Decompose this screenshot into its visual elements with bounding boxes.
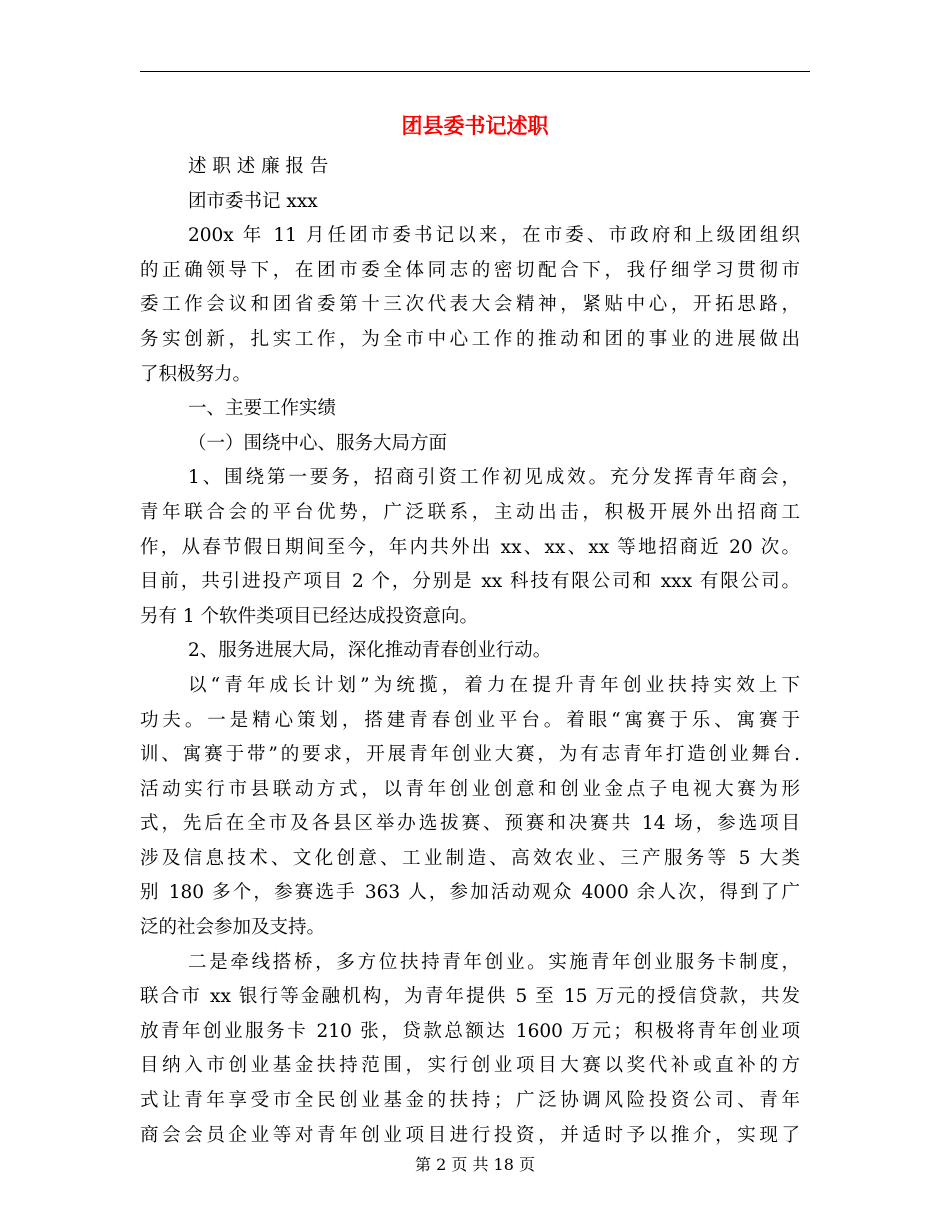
body-line: 训、寓赛于带”的要求，开展青年创业大赛，为有志青年打造创业舞台. (140, 744, 800, 766)
document-title: 团县委书记述职 (401, 113, 549, 138)
body-line: 式让青年享受市全民创业基金的扶持；广泛协调风险投资公司、青年 (140, 1090, 800, 1112)
body-line: 商会会员企业等对青年创业项目进行投资，并适时予以推介，实现了 (140, 1124, 800, 1146)
body-line: （一）围绕中心、服务大局方面 (188, 432, 448, 454)
body-line: 务实创新，扎实工作，为全市中心工作的推动和团的事业的进展做出 (140, 328, 800, 350)
body-line: 式，先后在全市及各县区举办选拔赛、预赛和决赛共 14 场，参选项目 (140, 813, 800, 835)
body-line: 活动实行市县联动方式，以青年创业创意和创业金点子电视大赛为形 (140, 778, 800, 800)
body-line: 团市委书记 xxx (188, 190, 318, 212)
body-line: 200x 年 11 月任团市委书记以来，在市委、市政府和上级团组织 (188, 225, 800, 247)
body-line: 以“青年成长计划”为统揽，着力在提升青年创业扶持实效上下 (188, 674, 800, 696)
body-line: 二是牵线搭桥，多方位扶持青年创业。实施青年创业服务卡制度， (188, 951, 800, 973)
body-line: 述 职 述 廉 报 告 (188, 156, 329, 177)
body-line: 涉及信息技术、文化创意、工业制造、高效农业、三产服务等 5 大类 (140, 847, 800, 869)
document-body (140, 150, 800, 1153)
body-line: 一、主要工作实绩 (188, 398, 337, 420)
body-line: 别 180 多个，参赛选手 363 人，参加活动观众 4000 余人次，得到了广 (140, 882, 800, 904)
body-line: 委工作会议和团省委第十三次代表大会精神，紧贴中心，开拓思路， (140, 294, 800, 316)
body-line: 2、服务进展大局，深化推动青春创业行动。 (188, 640, 552, 662)
body-line: 的正确领导下，在团市委全体同志的密切配合下，我仔细学习贯彻市 (140, 259, 800, 281)
body-line: 目纳入市创业基金扶持范围，实行创业项目大赛以奖代补或直补的方 (140, 1055, 800, 1077)
header-rule (140, 71, 810, 72)
body-line: 青年联合会的平台优势，广泛联系，主动出击，积极开展外出招商工 (140, 501, 800, 523)
body-line: 放青年创业服务卡 210 张，贷款总额达 1600 万元；积极将青年创业项 (140, 1020, 800, 1042)
body-line: 了积极努力。 (140, 363, 252, 385)
page-number-footer: 第 2 页 共 18 页 (415, 1155, 535, 1174)
body-line: 目前，共引进投产项目 2 个，分别是 xx 科技有限公司和 xxx 有限公司。 (140, 571, 800, 593)
body-line: 另有 1 个软件类项目已经达成投资意向。 (140, 605, 479, 627)
body-line: 联合市 xx 银行等金融机构，为青年提供 5 至 15 万元的授信贷款，共发 (140, 986, 800, 1008)
body-line: 功夫。一是精心策划，搭建青春创业平台。着眼“寓赛于乐、寓赛于 (140, 709, 800, 731)
body-line: 1、围绕第一要务，招商引资工作初见成效。充分发挥青年商会， (188, 467, 800, 489)
body-line: 作，从春节假日期间至今，年内共外出 xx、xx、xx 等地招商近 20 次。 (140, 536, 800, 558)
body-line: 泛的社会参加及支持。 (140, 917, 326, 939)
